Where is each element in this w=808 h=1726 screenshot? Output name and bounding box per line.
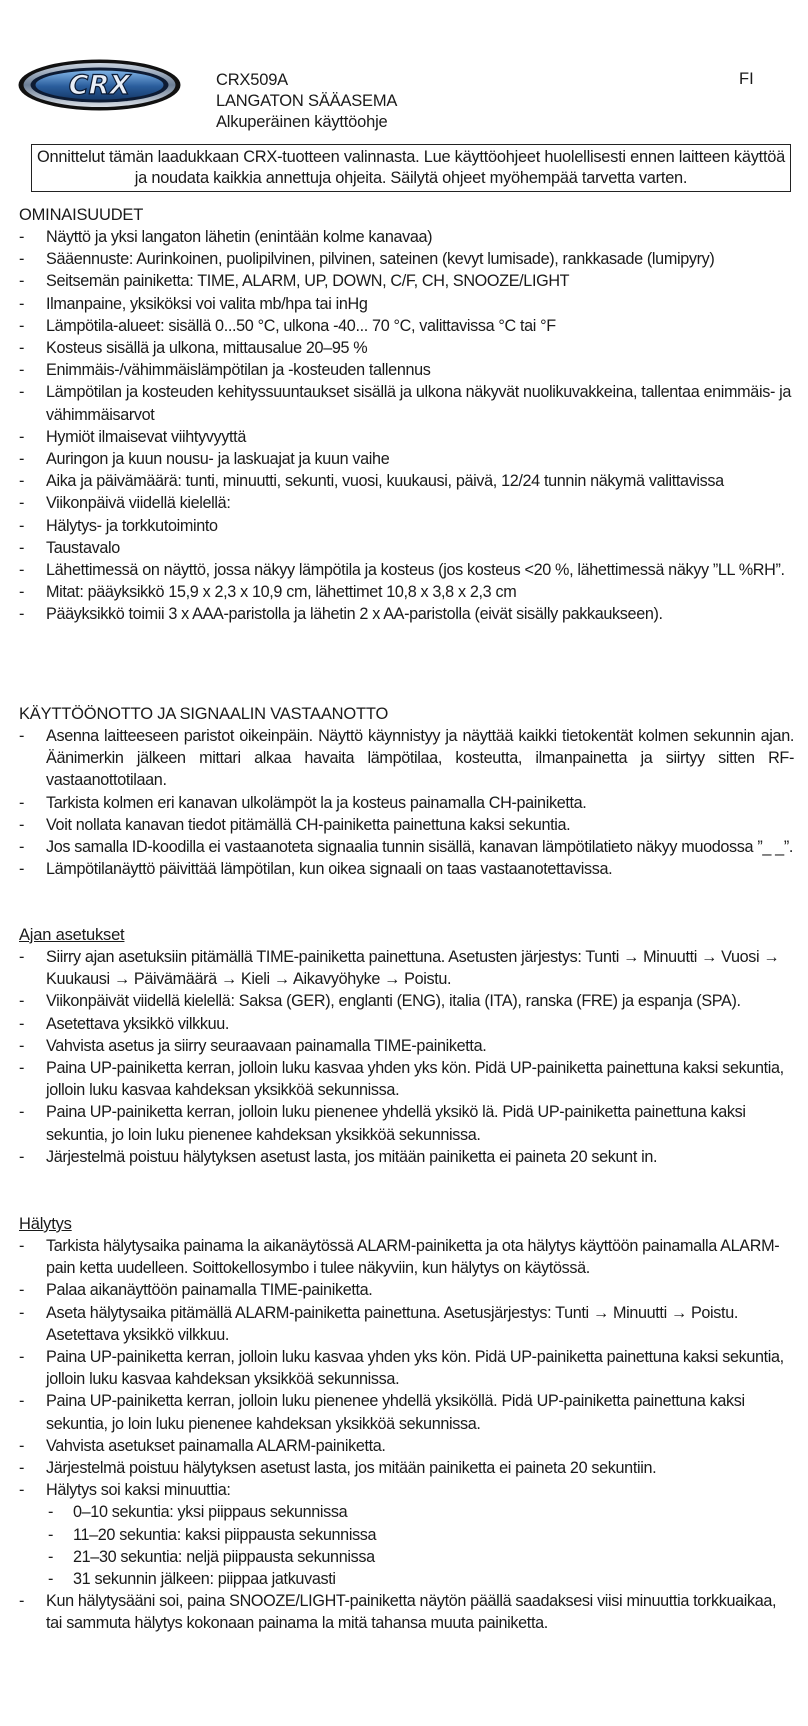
time-section xyxy=(19,924,794,1168)
list-item: - Seitsemän painiketta: TIME, ALARM, UP, DOWN, C/F, CH, SNOOZE/LIGHT xyxy=(19,270,794,292)
setup-section xyxy=(19,703,794,880)
list-item: - Tarkista kolmen eri kanavan ulkolämpöt la ja kosteus painamalla CH-painiketta. xyxy=(19,792,794,814)
list-item: - Ilmanpaine, yksiköksi voi valita mb/hpa tai inHg xyxy=(19,293,794,315)
sub-list-item: - 21–30 sekuntia: neljä piippausta sekunnissa xyxy=(46,1546,794,1568)
alarm-sub-list xyxy=(46,1501,794,1590)
list-item: - Lähettimessä on näyttö, jossa näkyy lämpötila ja kosteus (jos kosteus <20 %, lähettimessä näkyy ”LL %RH”. xyxy=(19,559,794,581)
list-item: - Hymiöt ilmaisevat viihtyvyyttä xyxy=(19,426,794,448)
list-item: - Paina UP-painiketta kerran, jolloin luku pienenee yhdellä yksiköllä. Pidä UP-painiketta painettuna kaksi sekuntia, jo loin luku pienenee kahdeksan yksikköä sekunnissa. xyxy=(19,1390,794,1434)
list-item: - Taustavalo xyxy=(19,537,794,559)
list-item: - Palaa aikanäyttöön painamalla TIME-painiketta. xyxy=(19,1279,794,1301)
list-item: - Mitat: pääyksikkö 15,9 x 2,3 x 10,9 cm, lähettimet 10,8 x 3,8 x 2,3 cm xyxy=(19,581,794,603)
list-item: - Paina UP-painiketta kerran, jolloin luku kasvaa yhden yks kön. Pidä UP-painiketta painettuna kaksi sekuntia, jolloin luku kasvaa kahdeksan yksikköä sekunnissa. xyxy=(19,1346,794,1390)
features-section xyxy=(19,204,794,626)
list-item: - Vahvista asetus ja siirry seuraavaan painamalla TIME-painiketta. xyxy=(19,1035,794,1057)
list-item: - Viikonpäivä viidellä kielellä: xyxy=(19,492,794,514)
list-item: - Tarkista hälytysaika painama la aikanäytössä ALARM-painiketta ja ota hälytys käyttöön painamalla ALARM-pain ketta uudelleen. Soittokellosymbo i tulee näkyviin, kun hälytys on käytössä. xyxy=(19,1235,794,1279)
list-item: - Auringon ja kuun nousu- ja laskuajat ja kuun vaihe xyxy=(19,448,794,470)
list-item: - Järjestelmä poistuu hälytyksen asetust lasta, jos mitään painiketta ei paineta 20 sekunt in. xyxy=(19,1146,794,1168)
list-item: - Kosteus sisällä ja ulkona, mittausalue 20–95 % xyxy=(19,337,794,359)
list-item: - Näyttö ja yksi langaton lähetin (enintään kolme kanavaa) xyxy=(19,226,794,248)
list-item: - Paina UP-painiketta kerran, jolloin luku pienenee yhdellä yksikö lä. Pidä UP-painiketta painettuna kaksi sekuntia, jo loin luku pienenee kahdeksan yksikköä sekunnissa. xyxy=(19,1101,794,1145)
list-item: - Lämpötilanäyttö päivittää lämpötilan, kun oikea signaali on taas vastaanotettavissa. xyxy=(19,858,794,880)
alarm-list xyxy=(19,1235,794,1635)
list-item: - Asetettava yksikkö vilkkuu. xyxy=(19,1013,794,1035)
list-item: - Voit nollata kanavan tiedot pitämällä CH-painiketta painettuna kaksi sekuntia. xyxy=(19,814,794,836)
features-heading: OMINAISUUDET xyxy=(19,206,144,224)
list-item: - Aseta hälytysaika pitämällä ALARM-painiketta painettuna. Asetusjärjestys: Tunti → Minuutti → Poistu. Asetettava yksikkö vilkkuu. xyxy=(19,1302,794,1346)
time-list xyxy=(19,946,794,1168)
manual-type: Alkuperäinen käyttöohje xyxy=(216,113,388,131)
list-item: - Aika ja päivämäärä: tunti, minuutti, sekunti, vuosi, kuukausi, päivä, 12/24 tunnin näkymä valittavissa xyxy=(19,470,794,492)
document-header xyxy=(216,70,397,133)
list-item: - Kun hälytysääni soi, paina SNOOZE/LIGHT-painiketta näytön päällä saadaksesi viisi minuuttia torkkuaikaa, tai sammuta hälytys kokonaan painama la mitä tahansa muuta painiketta. xyxy=(19,1590,794,1634)
svg-text:CRX: CRX xyxy=(68,70,131,101)
model-number: CRX509A xyxy=(216,71,288,89)
list-item: - Enimmäis-/vähimmäislämpötilan ja -kosteuden tallennus xyxy=(19,359,794,381)
intro-box: Onnittelut tämän laadukkaan CRX-tuotteen valinnasta. Lue käyttöohjeet huolellisesti ennen laitteen käyttöä ja noudata kaikkia annettuja ohjeita. Säilytä ohjeet myöhempää tarvetta varten. xyxy=(31,144,791,192)
list-item: - Jos samalla ID-koodilla ei vastaanoteta signaalia tunnin sisällä, kanavan lämpötilatieto näkyy muodossa ”_ _”. xyxy=(19,836,794,858)
product-name: LANGATON SÄÄASEMA xyxy=(216,92,398,110)
list-item xyxy=(19,1479,794,1590)
list-item: - Siirry ajan asetuksiin pitämällä TIME-painiketta painettuna. Asetusten järjestys: Tunti → Minuutti → Vuosi → Kuukausi → Päivämäärä → Kieli → Aikavyöhyke → Poistu. xyxy=(19,946,794,990)
alarm-duration-label: Hälytys soi kaksi minuuttia: xyxy=(46,1481,231,1500)
language-code: FI xyxy=(739,70,754,88)
list-item: - Hälytys- ja torkkutoiminto xyxy=(19,515,794,537)
crx-logo xyxy=(17,58,182,112)
list-item: - Asenna laitteeseen paristot oikeinpäin. Näyttö käynnistyy ja näyttää kaikki tietokentät kolmen sekunnin ajan. Äänimerkin jälkeen mittari alkaa havaita lämpötilaa, kosteutta, ilmanpainetta ja siirtyy sitten RF-vastaanottotilaan. xyxy=(19,725,794,792)
list-item: - Lämpötilan ja kosteuden kehityssuuntaukset sisällä ja ulkona näkyvät nuolikuvakkeina, tallentaa enimmäis- ja vähimmäisarvot xyxy=(19,381,794,425)
time-heading: Ajan asetukset xyxy=(19,926,125,944)
list-item: - Lämpötila-alueet: sisällä 0...50 °C, ulkona -40... 70 °C, valittavissa °C tai °F xyxy=(19,315,794,337)
list-item: - Sääennuste: Aurinkoinen, puolipilvinen, pilvinen, sateinen (kevyt lumisade), rankkasade (lumipyry) xyxy=(19,248,794,270)
features-list xyxy=(19,226,794,626)
sub-list-item: - 31 sekunnin jälkeen: piippaa jatkuvasti xyxy=(46,1568,794,1590)
sub-list-item: - 0–10 sekuntia: yksi piippaus sekunnissa xyxy=(46,1501,794,1523)
sub-list-item: - 11–20 sekuntia: kaksi piippausta sekunnissa xyxy=(46,1524,794,1546)
list-item: - Pääyksikkö toimii 3 x AAA-paristolla ja lähetin 2 x AA-paristolla (eivät sisälly pakkaukseen). xyxy=(19,603,794,625)
alarm-heading: Hälytys xyxy=(19,1215,72,1233)
list-item: - Paina UP-painiketta kerran, jolloin luku kasvaa yhden yks kön. Pidä UP-painiketta painettuna kaksi sekuntia, jolloin luku kasvaa kahdeksan yksikköä sekunnissa. xyxy=(19,1057,794,1101)
list-item: - Järjestelmä poistuu hälytyksen asetust lasta, jos mitään painiketta ei paineta 20 sekuntiin. xyxy=(19,1457,794,1479)
setup-heading: KÄYTTÖÖNOTTO JA SIGNAALIN VASTAANOTTO xyxy=(19,705,389,723)
list-item: - Vahvista asetukset painamalla ALARM-painiketta. xyxy=(19,1435,794,1457)
setup-list xyxy=(19,725,794,880)
list-item: - Viikonpäivät viidellä kielellä: Saksa (GER), englanti (ENG), italia (ITA), ranska (FRE) ja espanja (SPA). xyxy=(19,990,794,1012)
alarm-section xyxy=(19,1213,794,1635)
